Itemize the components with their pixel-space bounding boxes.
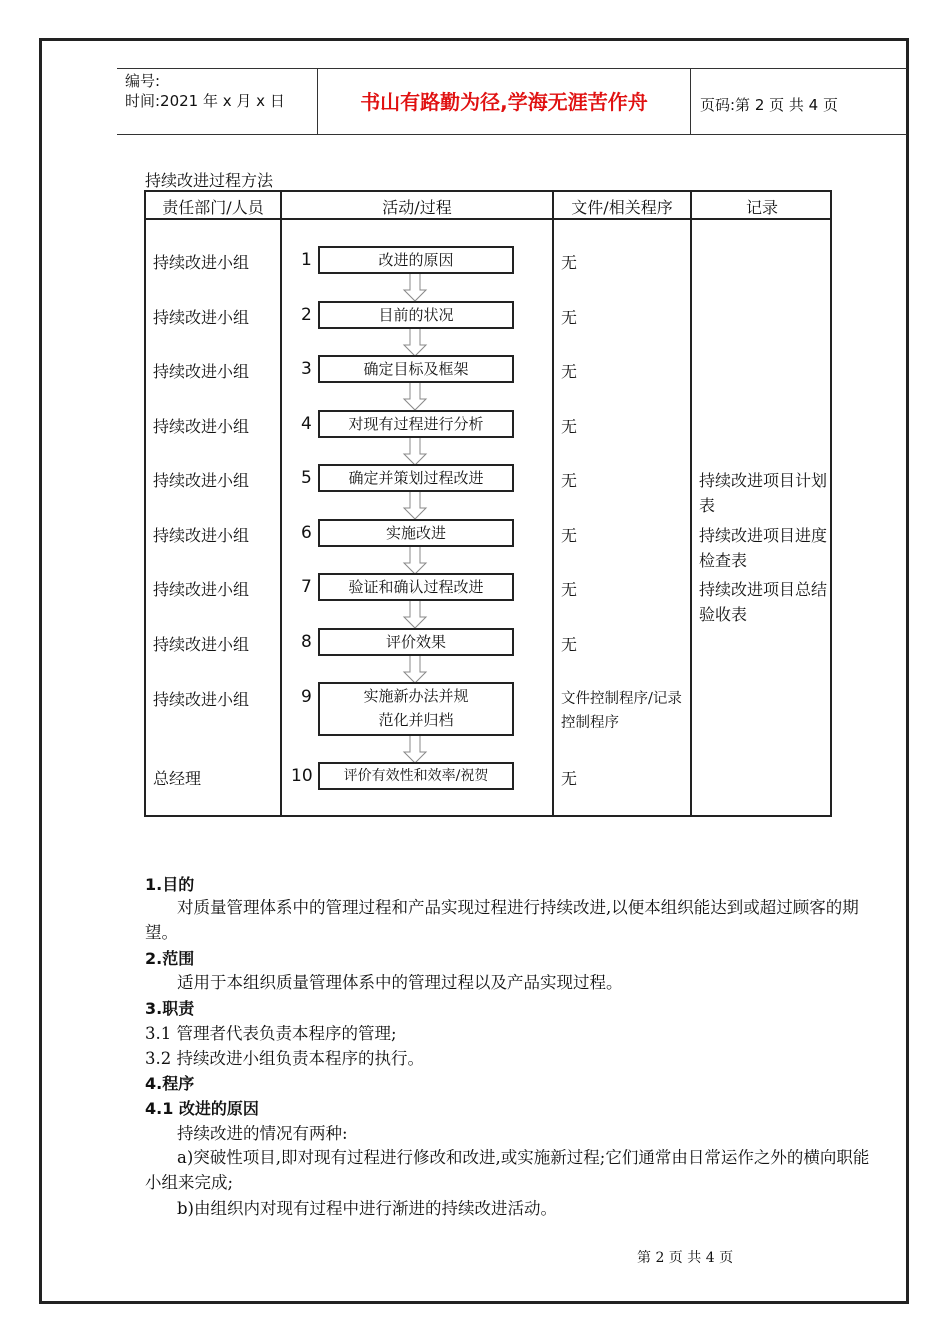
row-dept: 持续改进小组 [153,362,250,381]
table-title: 持续改进过程方法 [145,171,274,190]
row-dept: 持续改进小组 [153,471,250,490]
column-header-activity: 活动/过程 [382,198,452,217]
down-arrow-icon [402,381,428,411]
page-footer: 第 2 页 共 4 页 [637,1250,734,1266]
row-doc: 无 [561,769,578,788]
section-paragraph: 持续改进的情况有两种: [177,1124,348,1143]
row-dept: 持续改进小组 [153,308,250,327]
down-arrow-icon [402,599,428,629]
header-bottom-rule [117,134,907,135]
header-top-rule [117,68,907,69]
header-divider-right [690,68,691,135]
row-doc: 无 [561,526,578,545]
column-divider [690,192,692,815]
row-record: 持续改进项目进度检查表 [699,526,828,570]
step-number: 6 [301,523,312,543]
down-arrow-icon [402,272,428,302]
section-title: 4.程序 [145,1074,195,1093]
step-number: 8 [301,632,312,652]
process-step-box: 确定并策划过程改进 [318,464,514,492]
process-step-box: 目前的状况 [318,301,514,329]
step-number: 5 [301,468,312,488]
column-divider [552,192,554,815]
down-arrow-icon [402,436,428,466]
section-paragraph: 适用于本组织质量管理体系中的管理过程以及产品实现过程。 [177,973,623,992]
list-item: a)突破性项目,即对现有过程进行修改和改进,或实施新过程;它们通常由日常运作之外的横向职能小组来完成; [145,1148,870,1192]
row-dept: 持续改进小组 [153,635,250,654]
process-step-box: 对现有过程进行分析 [318,410,514,438]
section-title: 2.范围 [145,949,195,968]
row-dept: 持续改进小组 [153,526,250,545]
section-title: 3.职责 [145,999,195,1018]
process-step-box: 确定目标及框架 [318,355,514,383]
column-header-docs: 文件/相关程序 [571,198,673,217]
process-step-box: 实施改进 [318,519,514,547]
down-arrow-icon [402,734,428,764]
process-step-box: 改进的原因 [318,246,514,274]
step-number: 2 [301,305,312,325]
process-step-box: 实施新办法并规范化并归档 [318,682,514,736]
step-number: 9 [301,687,312,707]
row-doc: 无 [561,635,578,654]
responsibility-item: 3.1 管理者代表负责本程序的管理; [145,1024,397,1043]
header-row-divider [146,218,830,220]
row-record: 持续改进项目总结验收表 [699,580,828,624]
down-arrow-icon [402,490,428,520]
section-title: 1.目的 [145,875,195,894]
row-doc: 无 [561,580,578,599]
list-item: b)由组织内对现有过程中进行渐进的持续改进活动。 [177,1199,557,1218]
responsibility-item: 3.2 持续改进小组负责本程序的执行。 [145,1049,424,1068]
down-arrow-icon [402,545,428,575]
process-step-box: 评价有效性和效率/祝贺 [318,762,514,790]
step-number: 1 [301,250,312,270]
row-dept: 持续改进小组 [153,690,250,709]
column-header-records: 记录 [745,198,778,217]
row-dept: 持续改进小组 [153,580,250,599]
row-record: 持续改进项目计划表 [699,471,828,515]
row-doc: 无 [561,308,578,327]
row-dept: 持续改进小组 [153,417,250,436]
header-motto: 书山有路勤为径,学海无涯苦作舟 [360,90,648,114]
row-doc: 无 [561,253,578,272]
page-label: 页码:第 2 页 共 4 页 [700,96,838,114]
row-dept: 总经理 [153,769,202,788]
row-doc: 无 [561,471,578,490]
subsection-title: 4.1 改进的原因 [145,1099,259,1118]
doc-number-label: 编号: [125,72,161,90]
column-header-dept: 责任部门/人员 [162,198,264,217]
step-number: 3 [301,359,312,379]
row-doc: 文件控制程序/记录控制程序 [561,691,682,731]
down-arrow-icon [402,654,428,684]
down-arrow-icon [402,327,428,357]
section-paragraph: 对质量管理体系中的管理过程和产品实现过程进行持续改进,以便本组织能达到或超过顾客的期望。 [145,898,859,942]
row-doc: 无 [561,362,578,381]
process-step-box: 评价效果 [318,628,514,656]
step-number: 7 [301,577,312,597]
time-label: 时间:2021 年 x 月 x 日 [125,92,285,110]
row-doc: 无 [561,417,578,436]
step-number: 10 [291,766,313,786]
process-step-box: 验证和确认过程改进 [318,573,514,601]
row-dept: 持续改进小组 [153,253,250,272]
step-number: 4 [301,414,312,434]
column-divider [280,192,282,815]
